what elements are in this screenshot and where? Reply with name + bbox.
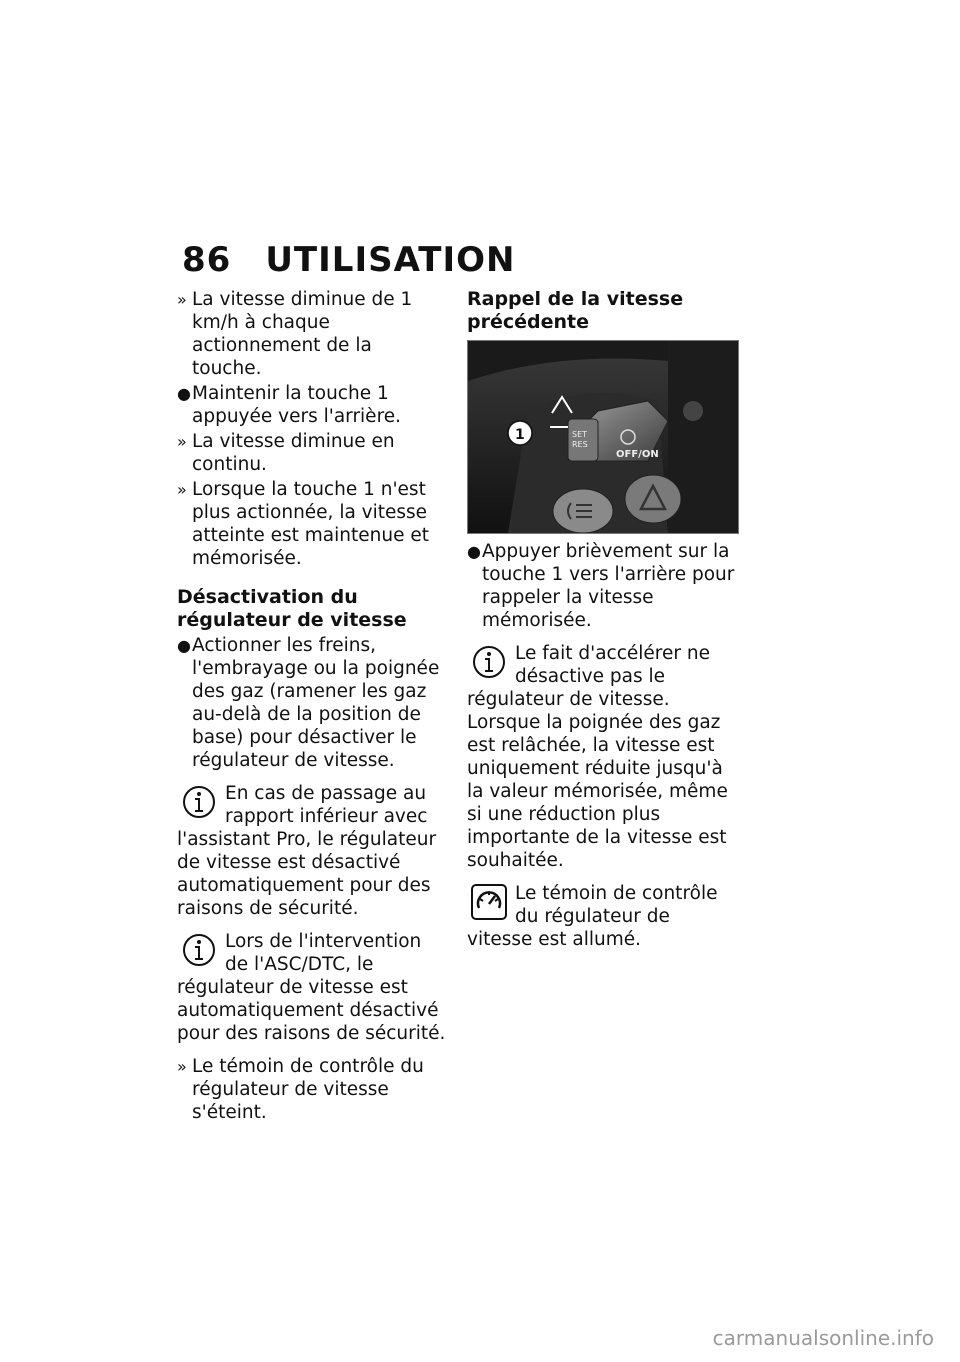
info-icon: [471, 644, 507, 680]
list-item: [177, 1055, 447, 1124]
note-text: Le fait d'accélérer ne désactive pas le régulateur de vitesse. Lorsque la poignée des gaz est relâchée, la vitesse est uniquement réduite jusqu'à la valeur mémorisée, même si une réduction plus importante de la vitesse est souhaitée.: [467, 643, 728, 871]
section-heading-recall: Rappel de la vitesse précédente: [467, 288, 684, 333]
indicator-note: [467, 882, 737, 951]
watermark: carmanualsonline.info: [712, 1326, 934, 1350]
result-arrow-icon: »: [177, 1057, 187, 1076]
info-note: [177, 930, 447, 1045]
list-item-text: La vitesse diminue en continu.: [192, 431, 395, 475]
cruise-control-indicator-icon: [471, 884, 507, 920]
list-item: [177, 634, 447, 772]
info-note: [177, 782, 447, 920]
list-item: [177, 430, 447, 476]
result-arrow-icon: »: [177, 480, 187, 499]
list-item: [467, 540, 737, 632]
page-title: UTILISATION: [265, 240, 516, 280]
list-item: [177, 382, 447, 428]
note-text: Le témoin de contrôle du régulateur de vitesse est allumé.: [467, 883, 718, 950]
offon-label: OFF/ON: [616, 449, 659, 460]
note-text: En cas de passage au rapport inférieur avec l'assistant Pro, le régulateur de vitesse est désactivé automatiquement pour des raisons de sécurité.: [177, 783, 437, 919]
right-column: [467, 288, 737, 961]
page-number: 86: [182, 240, 232, 280]
set-label: SET: [572, 430, 588, 439]
list-item-text: Lorsque la touche 1 n'est plus actionnée, la vitesse atteinte est maintenue et mémorisée.: [192, 479, 429, 569]
res-label: RES: [572, 440, 588, 449]
action-bullet-icon: ●: [467, 542, 481, 561]
action-bullet-icon: ●: [177, 636, 191, 655]
list-item-text: Le témoin de contrôle du régulateur de vitesse s'éteint.: [192, 1056, 424, 1123]
page-header: [182, 240, 515, 280]
info-note: [467, 642, 737, 872]
note-text: Lors de l'intervention de l'ASC/DTC, le régulateur de vitesse est automatiquement désactivé pour des raisons de sécurité.: [177, 931, 446, 1044]
list-item-text: La vitesse diminue de 1 km/h à chaque actionnement de la touche.: [192, 289, 413, 379]
handlebar-switch-photo: [467, 340, 739, 534]
list-item: [177, 288, 447, 380]
callout-number: 1: [515, 427, 525, 443]
result-arrow-icon: »: [177, 290, 187, 309]
info-icon: [181, 784, 217, 820]
action-bullet-icon: ●: [177, 384, 191, 403]
list-item-text: Actionner les freins, l'embrayage ou la poignée des gaz (ramener les gaz au-delà de la position de base) pour désactiver le régulateur de vitesse.: [192, 635, 440, 771]
result-arrow-icon: »: [177, 432, 187, 451]
list-item: [177, 478, 447, 570]
info-icon: [181, 932, 217, 968]
list-item-text: Maintenir la touche 1 appuyée vers l'arrière.: [192, 383, 402, 427]
left-column: [177, 288, 447, 1126]
list-item-text: Appuyer brièvement sur la touche 1 vers l'arrière pour rappeler la vitesse mémorisée.: [482, 541, 735, 631]
section-heading-deactivation: Désactivation du régulateur de vitesse: [177, 586, 407, 631]
